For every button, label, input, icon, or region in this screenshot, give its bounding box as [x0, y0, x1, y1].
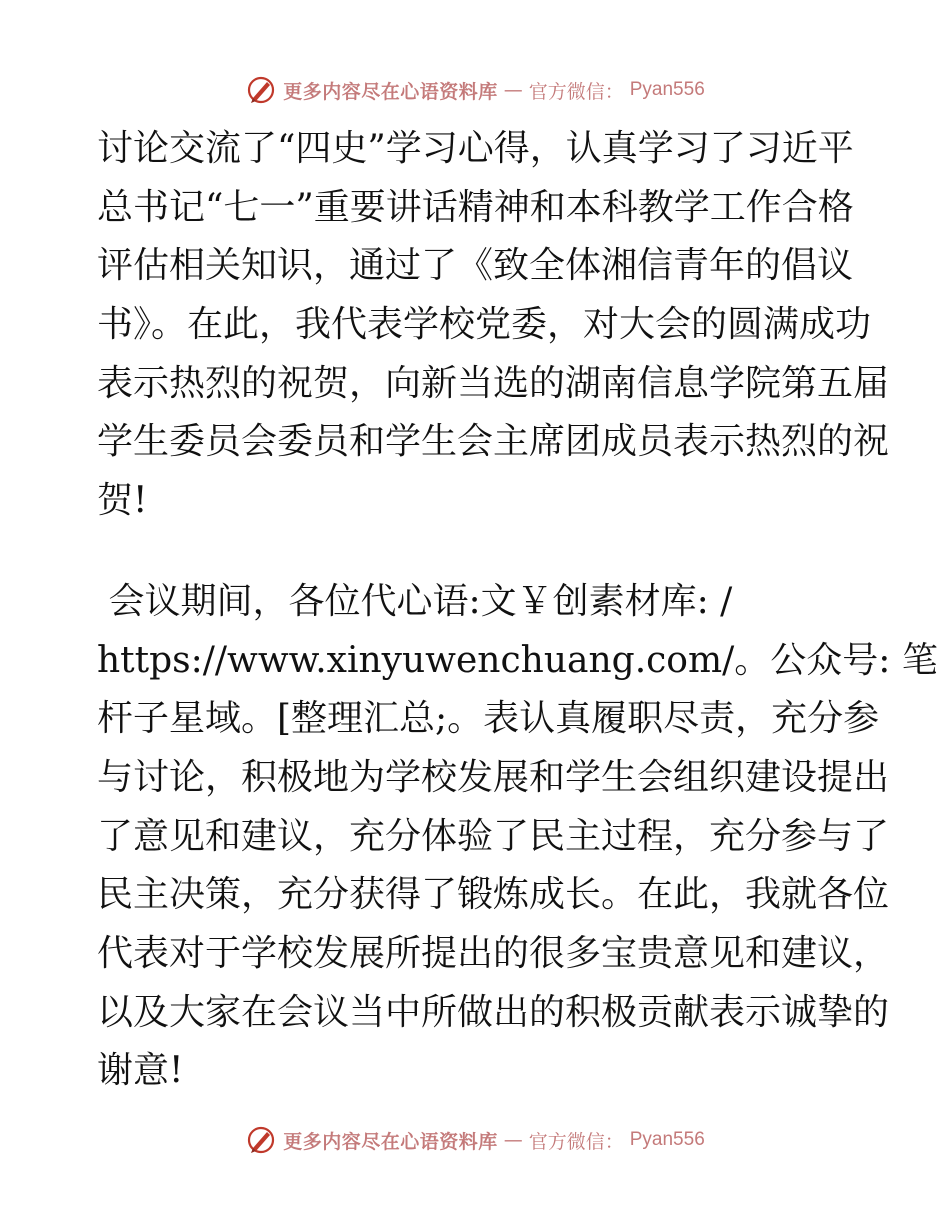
- header-wechat-id: Pyan556: [629, 79, 705, 100]
- page-header: [0, 70, 950, 110]
- header-inner: [245, 74, 705, 106]
- paragraph-line: 会议期间，各位代心语:文￥创素材库: /: [97, 580, 733, 622]
- footer-inner: [245, 1124, 705, 1156]
- paragraph-line: 学生委员会委员和学生会主席团成员表示热烈的祝: [97, 421, 890, 463]
- paragraph-line: 表示热烈的祝贺，向新当选的湖南信息学院第五届: [97, 362, 890, 404]
- paragraph-line: 谢意!: [97, 1050, 184, 1092]
- footer-brand-text: 更多内容尽在心语资料库: [283, 1130, 498, 1153]
- pen-logo-icon: [245, 74, 277, 106]
- paragraph-line: 书》。在此，我代表学校党委，对大会的圆满成功: [97, 304, 872, 346]
- paragraph-line: 与讨论，积极地为学校发展和学生会组织建设提出: [97, 756, 890, 798]
- paragraph-line: 了意见和建议，充分体验了民主过程，充分参与了: [97, 815, 890, 857]
- paragraph-line: 讨论交流了“四史”学习心得，认真学习了习近平: [97, 128, 854, 169]
- pen-logo-icon: [245, 1124, 277, 1156]
- paragraph-line: 杆子星域。[整理汇总;。表认真履职尽责，充分参: [97, 698, 880, 740]
- paragraph-line: 民主决策，充分获得了锻炼成长。在此，我就各位: [97, 874, 890, 916]
- paragraph-line: 评估相关知识，通过了《致全体湘信青年的倡议: [97, 245, 854, 287]
- paragraph-2: [97, 573, 938, 1101]
- paragraph-gap: [97, 531, 857, 573]
- paragraph-line: 总书记“七一”重要讲话精神和本科教学工作合格: [97, 186, 854, 228]
- header-dash: —: [503, 79, 523, 101]
- paragraph-line: 代表对于学校发展所提出的很多宝贵意见和建议，: [97, 932, 890, 974]
- page-footer: [0, 1120, 950, 1160]
- paragraph-line: https://www.xinyuwenchuang.com/。公众号: 笔: [97, 639, 938, 681]
- paragraph-line: 贺!: [97, 480, 148, 522]
- header-wechat-label: 官方微信：: [528, 80, 624, 103]
- paragraph-line: 以及大家在会议当中所做出的积极贡献表示诚挚的: [97, 991, 890, 1033]
- paragraph-1: [97, 120, 890, 531]
- document-body: [97, 120, 938, 1101]
- footer-wechat-id: Pyan556: [629, 1129, 705, 1150]
- footer-wechat-label: 官方微信：: [528, 1130, 624, 1153]
- header-brand-text: 更多内容尽在心语资料库: [283, 80, 498, 103]
- footer-dash: —: [503, 1129, 523, 1151]
